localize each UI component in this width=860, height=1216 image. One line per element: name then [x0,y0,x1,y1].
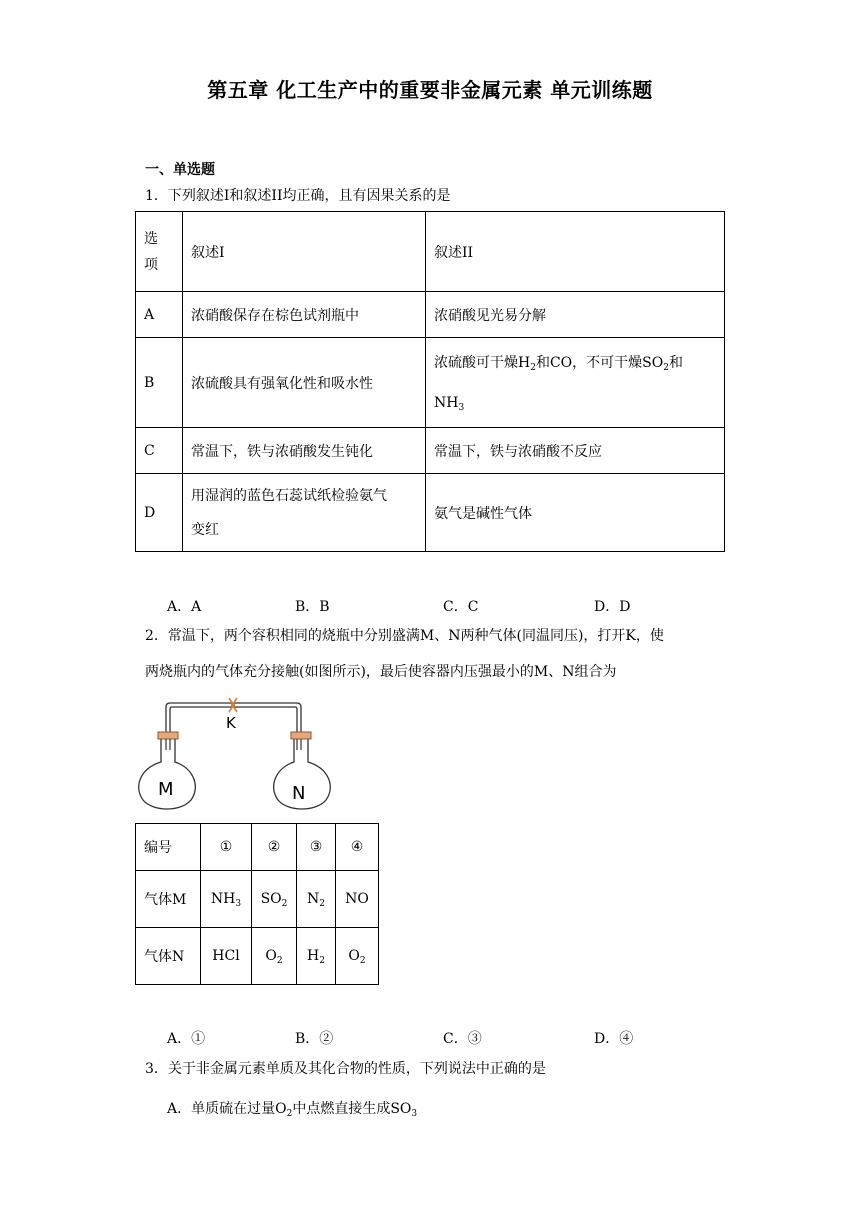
table-row [136,428,725,474]
q2-text-line1: 2．常温下，两个容积相同的烧瓶中分别盛满M、N两种气体(同温同压)，打开K，使 [145,628,664,644]
text: 用湿润的蓝色石蕊试纸检验氨气 [191,487,387,504]
q2-option-b[interactable]: B．② [295,1031,334,1047]
subscript: 2 [530,362,536,373]
gas-cell: $O_2$ [336,928,379,985]
q1-table [135,211,725,552]
text: 浓硫酸可干燥 [434,354,518,371]
q2-option-c[interactable]: C．③ [443,1031,482,1047]
label-n: N [292,783,306,804]
gas-cell: NO [336,871,379,928]
text: 和 [535,354,550,371]
option-cell: A [136,292,183,338]
table-header-cell [136,212,183,292]
option-cell: B [136,338,183,428]
table-header-cell: ① [201,824,252,871]
text: 变红 [191,521,219,538]
table-header-cell: ④ [336,824,379,871]
row-label: 气体N [136,928,201,985]
table-row [136,338,725,428]
statement-1-cell: 浓硝酸保存在棕色试剂瓶中 [183,292,426,338]
statement-2-cell [426,338,725,428]
subscript: 2 [663,362,669,373]
label-m: M [158,779,174,800]
formula: SO [390,1101,412,1117]
header-text: 项 [144,256,158,273]
table-header-cell: 叙述I [183,212,426,292]
q2-option-a[interactable]: A．① [167,1031,206,1047]
gas-cell: $O_2$ [252,928,297,985]
text: 和 [668,354,683,371]
table-row [136,824,379,871]
statement-1-cell: 常温下，铁与浓硝酸发生钝化 [183,428,426,474]
option-cell: C [136,428,183,474]
table-header-cell: ③ [297,824,336,871]
formula: O [275,1101,287,1117]
q1-option-a[interactable]: A．A [167,599,202,615]
text: A．单质硫在过量 [167,1101,276,1117]
q3-text: 3．关于非金属元素单质及其化合物的性质，下列说法中正确的是 [145,1061,546,1077]
q1-option-d[interactable]: D．D [594,599,631,615]
statement-1-cell [183,474,426,552]
q2-option-d[interactable]: D．④ [594,1031,634,1047]
text: 中点燃直接生成 [292,1101,391,1117]
header-text: 选 [144,230,158,247]
table-row [136,871,379,928]
text: ，不可干燥 [572,354,643,371]
subscript: 2 [286,1109,293,1119]
q1-option-c[interactable]: C．C [443,599,479,615]
gas-cell: $NH_3$ [201,871,252,928]
formula: H [518,354,531,371]
gas-cell: $N_2$ [297,871,336,928]
table-row [136,292,725,338]
formula: NH [434,394,459,411]
page-title: 第五章 化工生产中的重要非金属元素 单元训练题 [207,78,653,102]
statement-1-cell: 浓硫酸具有强氧化性和吸水性 [183,338,426,428]
row-label: 气体M [136,871,201,928]
label-k: K [226,714,236,732]
table-header-cell: 叙述II [426,212,725,292]
formula: SO [642,354,664,371]
gas-cell: HCl [201,928,252,985]
table-header-cell: 编号 [136,824,201,871]
q1-option-b[interactable]: B．B [295,599,330,615]
statement-2-cell: 浓硝酸见光易分解 [426,292,725,338]
q2-text-line2: 两烧瓶内的气体充分接触(如图所示)，最后使容器内压强最小的M、N组合为 [145,664,617,680]
gas-cell: $H_2$ [297,928,336,985]
option-cell: D [136,474,183,552]
gas-cell: $SO_2$ [252,871,297,928]
flask-apparatus-figure [135,690,335,815]
q2-table [135,823,379,985]
formula: CO [549,354,573,371]
statement-2-cell: 常温下，铁与浓硝酸不反应 [426,428,725,474]
section-heading: 一、单选题 [145,162,215,178]
subscript: 3 [411,1109,418,1119]
table-row [136,212,725,292]
q1-text: 1．下列叙述I和叙述II均正确，且有因果关系的是 [145,188,451,204]
q3-option-a[interactable] [167,1096,417,1122]
table-row [136,474,725,552]
table-header-cell: ② [252,824,297,871]
subscript: 3 [458,402,465,413]
table-row [136,928,379,985]
statement-2-cell: 氨气是碱性气体 [426,474,725,552]
